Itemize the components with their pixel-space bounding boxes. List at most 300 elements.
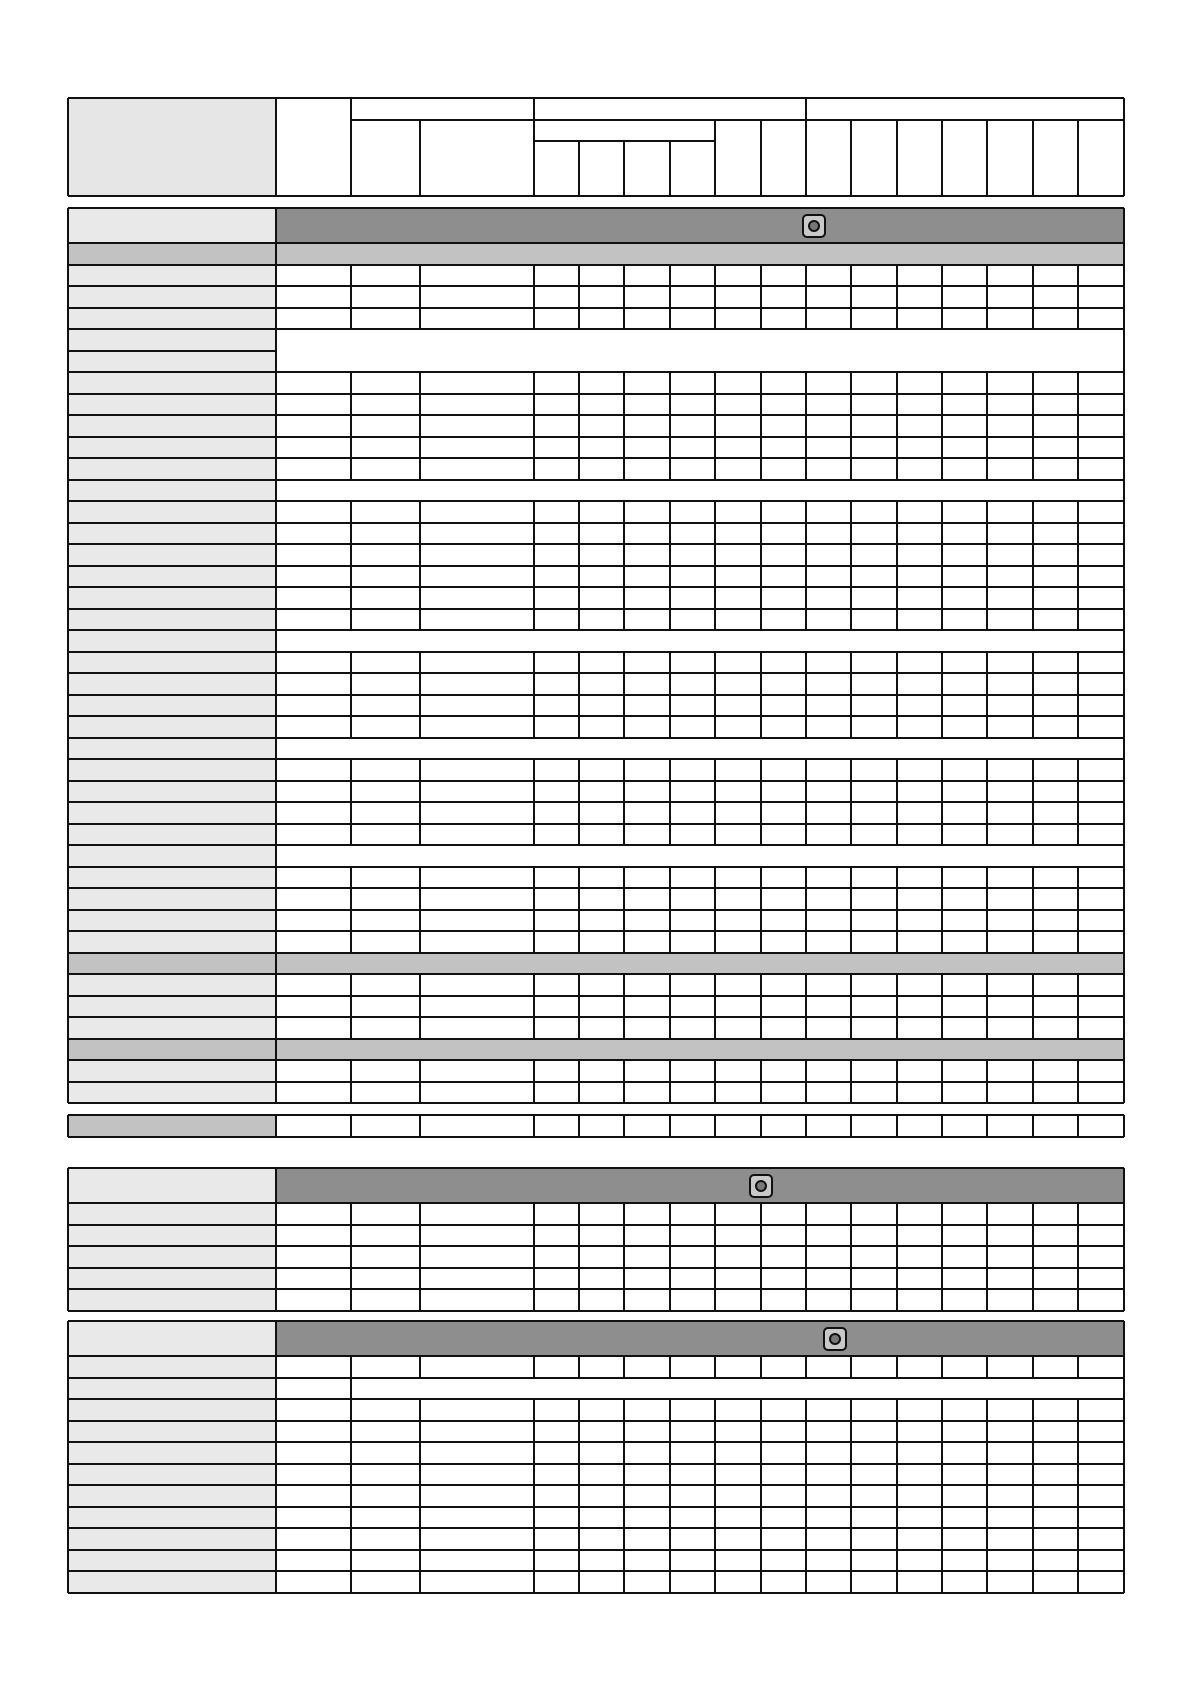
grid-line: [623, 1571, 625, 1593]
grid-line: [669, 931, 671, 953]
grid-line: [68, 672, 1124, 674]
grid-line: [850, 716, 852, 738]
grid-line: [714, 609, 716, 631]
grid-line: [805, 372, 807, 394]
grid-line: [623, 286, 625, 308]
grid-line: [419, 308, 421, 330]
grid-line: [896, 824, 898, 846]
grid-line: [941, 1082, 943, 1104]
grid-line: [986, 120, 988, 196]
grid-line: [578, 523, 580, 545]
grid-line: [1077, 1289, 1079, 1311]
grid-line: [986, 1399, 988, 1421]
grid-line: [68, 629, 1124, 631]
grid-line: [850, 931, 852, 953]
grid-line: [896, 974, 898, 996]
grid-line: [805, 867, 807, 889]
grid-line: [714, 1571, 716, 1593]
block-1-label-cell: [68, 1082, 276, 1104]
grid-line: [896, 523, 898, 545]
grid-line: [760, 1203, 762, 1225]
grid-line: [623, 308, 625, 330]
grid-line: [419, 1356, 421, 1378]
grid-line: [350, 1246, 352, 1268]
block-1-label-cell: [68, 910, 276, 932]
grid-line: [1123, 1168, 1125, 1311]
grid-line: [714, 867, 716, 889]
grid-line: [850, 372, 852, 394]
block-3-label-cell: [68, 1528, 276, 1550]
grid-line: [419, 415, 421, 437]
grid-line: [578, 1246, 580, 1268]
grid-line: [533, 566, 535, 588]
grid-line: [623, 437, 625, 459]
grid-line: [941, 910, 943, 932]
grid-line: [275, 98, 277, 196]
block-1-label-cell: [68, 716, 276, 738]
grid-line: [896, 910, 898, 932]
grid-line: [760, 673, 762, 695]
grid-line: [419, 523, 421, 545]
grid-line: [669, 759, 671, 781]
grid-line: [623, 566, 625, 588]
grid-line: [1032, 652, 1034, 674]
grid-line: [533, 1464, 535, 1486]
grid-line: [533, 1485, 535, 1507]
grid-line: [623, 1082, 625, 1104]
grid-line: [533, 716, 535, 738]
grid-line: [896, 716, 898, 738]
grid-line: [669, 523, 671, 545]
grid-line: [896, 931, 898, 953]
grid-line: [986, 1485, 988, 1507]
grid-line: [896, 695, 898, 717]
grid-line: [669, 1203, 671, 1225]
grid-line: [669, 1082, 671, 1104]
grid-line: [760, 996, 762, 1018]
grid-line: [623, 544, 625, 566]
grid-line: [350, 1356, 352, 1378]
grid-line: [1077, 931, 1079, 953]
grid-line: [986, 566, 988, 588]
grid-line: [941, 1507, 943, 1529]
grid-line: [68, 930, 1124, 932]
grid-line: [68, 1224, 1124, 1226]
grid-line: [669, 1421, 671, 1443]
grid-line: [533, 1528, 535, 1550]
grid-line: [1032, 609, 1034, 631]
grid-line: [850, 1268, 852, 1290]
grid-line: [350, 437, 352, 459]
grid-line: [533, 1115, 535, 1137]
grid-line: [623, 1268, 625, 1290]
grid-line: [419, 1399, 421, 1421]
grid-line: [941, 1225, 943, 1247]
grid-line: [623, 759, 625, 781]
grid-line: [419, 1550, 421, 1572]
grid-line: [669, 867, 671, 889]
square-dot-icon: [829, 1333, 841, 1345]
grid-line: [578, 1421, 580, 1443]
grid-line: [1077, 1246, 1079, 1268]
block-1-label-cell: [68, 867, 276, 889]
grid-line: [623, 1464, 625, 1486]
grid-line: [623, 996, 625, 1018]
grid-line: [1077, 587, 1079, 609]
grid-line: [275, 1321, 277, 1593]
grid-line: [350, 501, 352, 523]
grid-line: [760, 1571, 762, 1593]
grid-line: [419, 458, 421, 480]
grid-line: [68, 207, 1124, 209]
grid-line: [623, 1017, 625, 1039]
grid-line: [578, 888, 580, 910]
grid-line: [760, 867, 762, 889]
grid-line: [669, 1017, 671, 1039]
grid-line: [986, 1017, 988, 1039]
grid-line: [805, 501, 807, 523]
grid-line: [419, 1115, 421, 1137]
grid-line: [578, 1528, 580, 1550]
grid-line: [68, 1506, 1124, 1508]
grid-line: [533, 695, 535, 717]
grid-line: [275, 208, 277, 1103]
grid-line: [350, 1442, 352, 1464]
grid-line: [68, 242, 1124, 244]
grid-line: [578, 501, 580, 523]
grid-line: [623, 695, 625, 717]
grid-line: [805, 308, 807, 330]
grid-line: [669, 372, 671, 394]
grid-line: [850, 1507, 852, 1529]
grid-line: [760, 1082, 762, 1104]
grid-line: [986, 1528, 988, 1550]
grid-line: [533, 1203, 535, 1225]
block-3-label-cell: [68, 1356, 276, 1378]
grid-line: [941, 609, 943, 631]
grid-line: [68, 393, 1124, 395]
grid-line: [850, 394, 852, 416]
grid-line: [1077, 544, 1079, 566]
grid-line: [1032, 888, 1034, 910]
grid-line: [350, 652, 352, 674]
block-1-group-bar: [68, 1039, 1124, 1061]
grid-line: [623, 587, 625, 609]
block-2-header-label: [68, 1168, 276, 1203]
grid-line: [623, 888, 625, 910]
grid-line: [669, 286, 671, 308]
grid-line: [578, 587, 580, 609]
grid-line: [623, 265, 625, 287]
grid-line: [1032, 286, 1034, 308]
grid-line: [68, 457, 1124, 459]
grid-line: [68, 1114, 1124, 1116]
grid-line: [669, 1550, 671, 1572]
grid-line: [578, 673, 580, 695]
grid-line: [805, 996, 807, 1018]
grid-line: [760, 888, 762, 910]
grid-line: [714, 1246, 716, 1268]
grid-line: [1032, 437, 1034, 459]
grid-line: [896, 372, 898, 394]
grid-line: [986, 931, 988, 953]
grid-line: [760, 1442, 762, 1464]
grid-line: [669, 394, 671, 416]
grid-line: [805, 781, 807, 803]
grid-line: [623, 716, 625, 738]
grid-line: [419, 974, 421, 996]
grid-line: [714, 1485, 716, 1507]
grid-line: [623, 652, 625, 674]
grid-line: [1077, 308, 1079, 330]
grid-line: [941, 974, 943, 996]
grid-line: [623, 824, 625, 846]
grid-line: [850, 1356, 852, 1378]
grid-line: [760, 1060, 762, 1082]
grid-line: [850, 910, 852, 932]
grid-line: [350, 781, 352, 803]
grid-line: [714, 1082, 716, 1104]
grid-line: [760, 802, 762, 824]
grid-line: [1032, 587, 1034, 609]
grid-line: [1077, 1060, 1079, 1082]
grid-line: [623, 1507, 625, 1529]
grid-line: [350, 1571, 352, 1593]
grid-line: [350, 308, 352, 330]
grid-line: [1077, 974, 1079, 996]
block-3-label-cell: [68, 1571, 276, 1593]
grid-line: [805, 888, 807, 910]
grid-line: [669, 673, 671, 695]
grid-line: [986, 1356, 988, 1378]
grid-line: [1032, 1356, 1034, 1378]
grid-line: [760, 1017, 762, 1039]
block-1-label-cell: [68, 781, 276, 803]
grid-line: [714, 1550, 716, 1572]
grid-line: [941, 1203, 943, 1225]
grid-line: [941, 501, 943, 523]
grid-line: [533, 996, 535, 1018]
grid-line: [805, 695, 807, 717]
grid-line: [850, 673, 852, 695]
grid-line: [350, 566, 352, 588]
grid-line: [578, 1115, 580, 1137]
grid-line: [350, 1464, 352, 1486]
grid-line: [578, 308, 580, 330]
grid-line: [68, 758, 1124, 760]
grid-line: [67, 1321, 69, 1593]
grid-line: [1032, 308, 1034, 330]
grid-line: [533, 781, 535, 803]
grid-line: [533, 1356, 535, 1378]
grid-line: [350, 544, 352, 566]
grid-line: [941, 437, 943, 459]
grid-line: [941, 1571, 943, 1593]
grid-line: [419, 996, 421, 1018]
grid-line: [714, 1115, 716, 1137]
grid-line: [68, 694, 1124, 696]
grid-line: [760, 1289, 762, 1311]
grid-line: [1077, 1485, 1079, 1507]
grid-line: [986, 394, 988, 416]
grid-line: [623, 415, 625, 437]
grid-line: [805, 458, 807, 480]
grid-line: [419, 931, 421, 953]
grid-line: [350, 1550, 352, 1572]
grid-line: [805, 974, 807, 996]
grid-line: [578, 609, 580, 631]
grid-line: [350, 802, 352, 824]
grid-line: [986, 824, 988, 846]
grid-line: [1077, 888, 1079, 910]
grid-line: [1032, 1115, 1034, 1137]
grid-line: [850, 1485, 852, 1507]
grid-line: [805, 1550, 807, 1572]
grid-line: [850, 1115, 852, 1137]
grid-line: [623, 501, 625, 523]
block-1-group-bar: [68, 953, 1124, 975]
grid-line: [1032, 394, 1034, 416]
grid-line: [419, 1268, 421, 1290]
grid-line: [533, 824, 535, 846]
grid-line: [941, 1464, 943, 1486]
grid-line: [533, 308, 535, 330]
grid-line: [578, 286, 580, 308]
grid-line: [578, 1017, 580, 1039]
grid-line: [850, 501, 852, 523]
grid-line: [578, 415, 580, 437]
grid-line: [68, 823, 1124, 825]
total-label-cell: [68, 1115, 276, 1137]
grid-line: [68, 479, 1124, 481]
grid-line: [68, 522, 1124, 524]
grid-line: [896, 415, 898, 437]
grid-line: [760, 437, 762, 459]
grid-line: [941, 1356, 943, 1378]
grid-line: [941, 996, 943, 1018]
block-1-label-cell: [68, 265, 276, 287]
grid-line: [1077, 1017, 1079, 1039]
grid-line: [1077, 1225, 1079, 1247]
grid-line: [760, 372, 762, 394]
grid-line: [533, 458, 535, 480]
block-1-label-cell: [68, 824, 276, 846]
grid-line: [68, 1377, 1124, 1379]
grid-line: [578, 458, 580, 480]
block-2-header-bar: [276, 1168, 1124, 1203]
grid-line: [1032, 1225, 1034, 1247]
grid-line: [805, 1268, 807, 1290]
grid-line: [760, 1225, 762, 1247]
grid-line: [714, 1442, 716, 1464]
grid-line: [1032, 867, 1034, 889]
block-1-label-cell: [68, 566, 276, 588]
grid-line: [805, 1356, 807, 1378]
block-3-label-cell: [68, 1464, 276, 1486]
grid-line: [68, 1202, 1124, 1204]
grid-line: [850, 1421, 852, 1443]
grid-line: [669, 141, 671, 196]
grid-line: [669, 824, 671, 846]
grid-line: [669, 1060, 671, 1082]
grid-line: [714, 1017, 716, 1039]
grid-line: [623, 673, 625, 695]
grid-line: [714, 544, 716, 566]
grid-line: [805, 1115, 807, 1137]
grid-line: [578, 1507, 580, 1529]
grid-line: [533, 265, 535, 287]
grid-line: [896, 652, 898, 674]
grid-line: [419, 1225, 421, 1247]
block-1-label-cell: [68, 1017, 276, 1039]
grid-line: [714, 695, 716, 717]
grid-line: [986, 609, 988, 631]
block-3-label-cell: [68, 1442, 276, 1464]
grid-line: [986, 1464, 988, 1486]
grid-line: [986, 673, 988, 695]
block-3-label-cell: [68, 1550, 276, 1572]
grid-line: [986, 1225, 988, 1247]
grid-line: [68, 608, 1124, 610]
block-1-label-cell: [68, 695, 276, 717]
grid-line: [1077, 824, 1079, 846]
grid-line: [1077, 996, 1079, 1018]
block-1-label-cell: [68, 437, 276, 459]
grid-line: [669, 1115, 671, 1137]
grid-line: [623, 1225, 625, 1247]
grid-line: [1032, 1399, 1034, 1421]
grid-line: [68, 651, 1124, 653]
grid-line: [896, 1442, 898, 1464]
grid-line: [623, 1421, 625, 1443]
grid-line: [533, 1571, 535, 1593]
grid-line: [896, 1115, 898, 1137]
grid-line: [68, 586, 1124, 588]
grid-line: [714, 781, 716, 803]
grid-line: [669, 1571, 671, 1593]
grid-line: [986, 1203, 988, 1225]
grid-line: [419, 394, 421, 416]
grid-line: [68, 1167, 1124, 1169]
grid-line: [533, 1421, 535, 1443]
grid-line: [68, 328, 1124, 330]
grid-line: [941, 1115, 943, 1137]
grid-line: [941, 587, 943, 609]
grid-line: [68, 1081, 1124, 1083]
grid-line: [986, 1060, 988, 1082]
block-1-label-cell: [68, 974, 276, 996]
grid-line: [1032, 1060, 1034, 1082]
grid-line: [850, 1082, 852, 1104]
grid-line: [805, 1246, 807, 1268]
grid-line: [669, 1225, 671, 1247]
grid-line: [623, 609, 625, 631]
grid-line: [350, 1082, 352, 1104]
grid-line: [760, 523, 762, 545]
grid-line: [714, 120, 716, 196]
grid-line: [68, 1355, 1124, 1357]
grid-line: [669, 1485, 671, 1507]
grid-line: [350, 1225, 352, 1247]
grid-line: [68, 1398, 1124, 1400]
grid-line: [533, 286, 535, 308]
grid-line: [850, 1017, 852, 1039]
grid-line: [986, 1082, 988, 1104]
grid-line: [669, 308, 671, 330]
header-top-border: [68, 97, 1124, 99]
grid-line: [669, 1246, 671, 1268]
grid-line: [1032, 695, 1034, 717]
